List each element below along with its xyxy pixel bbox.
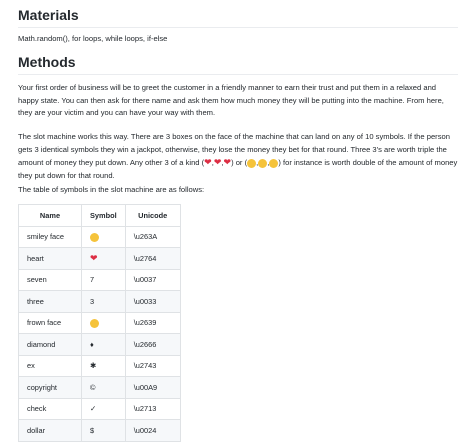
methods-paragraph-intro: Your first order of business will be to greet the customer in a friendly manner to earn their trust and put them in a relaxed and happy state. You can then ask for there name and ask them how much money they will be putting into the machine. From here, they are your victim and you can have your way with them. bbox=[18, 83, 444, 117]
rules-text-b: ) or ( bbox=[231, 158, 248, 167]
table-row bbox=[19, 269, 181, 291]
cell-unicode: \u2764 bbox=[125, 248, 180, 270]
cell-name: dollar bbox=[19, 420, 82, 442]
cell-symbol bbox=[82, 312, 126, 334]
cell-unicode: \u263A bbox=[125, 226, 180, 248]
cell-symbol bbox=[82, 248, 126, 270]
header-unicode: Unicode bbox=[125, 205, 180, 227]
materials-divider bbox=[18, 27, 458, 28]
table-row bbox=[19, 334, 181, 356]
header-name: Name bbox=[19, 205, 82, 227]
heart-icon: ❤ bbox=[213, 157, 222, 167]
cell-unicode: \u0024 bbox=[125, 420, 180, 442]
cell-symbol: 7 bbox=[82, 269, 126, 291]
rules-text-a: The slot machine works this way. There are 3 boxes on the face of the machine that can land on any of 10 symbols. If the person gets 3 identical symbols they win a jackpot, otherwise, they lose the money they bet for that round. Three 3's are worth triple the amount of money they put down. Any other 3 of a kind ( bbox=[18, 132, 450, 167]
table-row bbox=[19, 420, 181, 442]
table-row bbox=[19, 248, 181, 270]
cell-symbol: $ bbox=[82, 420, 126, 442]
table-row bbox=[19, 226, 181, 248]
smiley-face-icon bbox=[258, 159, 267, 168]
cell-name: copyright bbox=[19, 377, 82, 399]
heart-icon: ❤ bbox=[204, 157, 212, 167]
cell-name: three bbox=[19, 291, 82, 313]
cell-name: frown face bbox=[19, 312, 82, 334]
cell-unicode: \u2666 bbox=[125, 334, 180, 356]
table-row bbox=[19, 312, 181, 334]
methods-paragraph-table-intro: The table of symbols in the slot machine are as follows: bbox=[18, 185, 205, 194]
table-row bbox=[19, 377, 181, 399]
cell-name: diamond bbox=[19, 334, 82, 356]
cell-name: check bbox=[19, 398, 82, 420]
cell-symbol: © bbox=[82, 377, 126, 399]
materials-text: Math.random(), for loops, while loops, if-else bbox=[18, 34, 168, 43]
cell-name: heart bbox=[19, 248, 82, 270]
smiley-face-icon bbox=[247, 159, 256, 168]
cell-unicode: \u00A9 bbox=[125, 377, 180, 399]
rules-text-c: ) for instance is worth double of the amount of money they put down for that round. bbox=[18, 158, 458, 180]
cell-symbol: ♦ bbox=[82, 334, 126, 356]
cell-name: seven bbox=[19, 269, 82, 291]
cell-unicode: \u2639 bbox=[125, 312, 180, 334]
cell-symbol: ✓ bbox=[82, 398, 126, 420]
smiley-face-icon bbox=[269, 159, 278, 168]
cell-symbol bbox=[82, 226, 126, 248]
cell-unicode: \u0033 bbox=[125, 291, 180, 313]
cell-symbol: 3 bbox=[82, 291, 126, 313]
table-row bbox=[19, 291, 181, 313]
symbols-table bbox=[18, 204, 181, 442]
methods-heading: Methods bbox=[18, 54, 76, 70]
cell-name: ex bbox=[19, 355, 82, 377]
materials-heading: Materials bbox=[18, 7, 79, 23]
cell-unicode: \u2743 bbox=[125, 355, 180, 377]
table-header-row bbox=[19, 205, 181, 227]
heart-icon: ❤ bbox=[90, 252, 98, 263]
cell-symbol: ✱ bbox=[82, 355, 126, 377]
header-symbol: Symbol bbox=[82, 205, 126, 227]
table-row bbox=[19, 355, 181, 377]
table-row bbox=[19, 398, 181, 420]
heart-icon: ❤ bbox=[223, 157, 232, 167]
methods-divider bbox=[18, 74, 458, 75]
cell-name: smiley face bbox=[19, 226, 82, 248]
cell-unicode: \u2713 bbox=[125, 398, 180, 420]
methods-paragraph-rules: The slot machine works this way. There are 3 boxes on the face of the machine that can land on any of 10 symbols. If the person gets 3 identical symbols they win a jackpot, otherwise, they lose the money they bet for that round. Three 3's are worth triple the amount of money they put down. Any other 3 of a kind (❤,❤,❤) or ( , , ) for instance is worth double of the amount of money they put down for that round. bbox=[18, 132, 458, 180]
cell-unicode: \u0037 bbox=[125, 269, 180, 291]
smiley-face-icon bbox=[90, 233, 99, 242]
frown-face-icon bbox=[90, 319, 99, 328]
